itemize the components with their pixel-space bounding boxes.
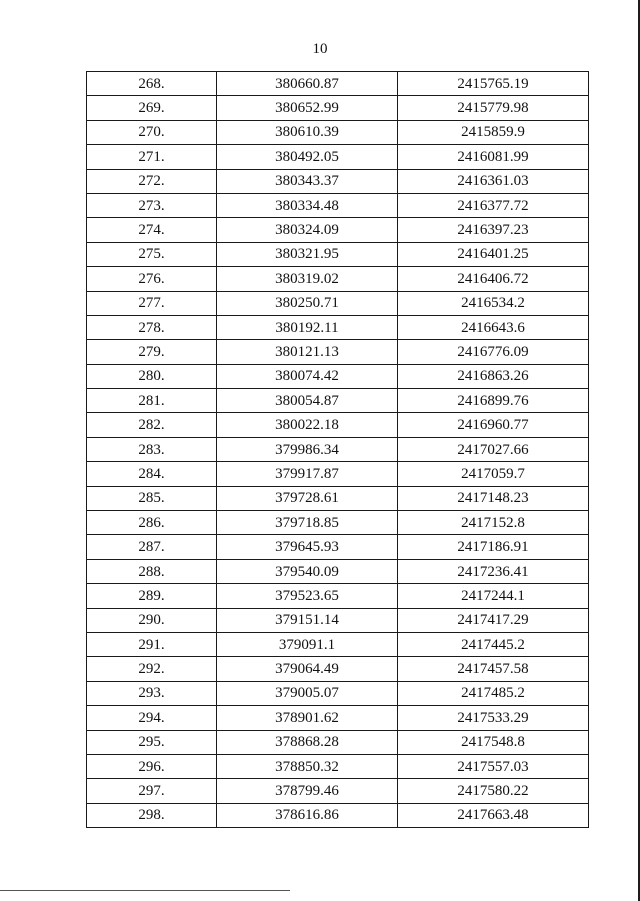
- point-number-cell: 293.: [87, 681, 217, 705]
- point-number-cell: 276.: [87, 267, 217, 291]
- y-coordinate-cell: 2416377.72: [398, 193, 589, 217]
- y-coordinate-cell: 2417152.8: [398, 511, 589, 535]
- y-coordinate-cell: 2417027.66: [398, 437, 589, 461]
- point-number-cell: 295.: [87, 730, 217, 754]
- y-coordinate-cell: 2417417.29: [398, 608, 589, 632]
- x-coordinate-cell: 380343.37: [217, 169, 398, 193]
- y-coordinate-cell: 2417186.91: [398, 535, 589, 559]
- x-coordinate-cell: 379091.1: [217, 632, 398, 656]
- table-row: [87, 754, 589, 778]
- y-coordinate-cell: 2416776.09: [398, 340, 589, 364]
- x-coordinate-cell: 380054.87: [217, 389, 398, 413]
- point-number-cell: 294.: [87, 706, 217, 730]
- y-coordinate-cell: 2415859.9: [398, 120, 589, 144]
- table-row: [87, 315, 589, 339]
- point-number-cell: 297.: [87, 779, 217, 803]
- x-coordinate-cell: 379540.09: [217, 559, 398, 583]
- table-row: [87, 72, 589, 96]
- table-row: [87, 413, 589, 437]
- y-coordinate-cell: 2417457.58: [398, 657, 589, 681]
- y-coordinate-cell: 2417557.03: [398, 754, 589, 778]
- x-coordinate-cell: 380022.18: [217, 413, 398, 437]
- x-coordinate-cell: 378850.32: [217, 754, 398, 778]
- y-coordinate-cell: 2417485.2: [398, 681, 589, 705]
- y-coordinate-cell: 2416401.25: [398, 242, 589, 266]
- point-number-cell: 287.: [87, 535, 217, 559]
- point-number-cell: 296.: [87, 754, 217, 778]
- table-row: [87, 486, 589, 510]
- point-number-cell: 274.: [87, 218, 217, 242]
- point-number-cell: 273.: [87, 193, 217, 217]
- table-row: [87, 193, 589, 217]
- x-coordinate-cell: 380074.42: [217, 364, 398, 388]
- y-coordinate-cell: 2416643.6: [398, 315, 589, 339]
- x-coordinate-cell: 380250.71: [217, 291, 398, 315]
- table-row: [87, 462, 589, 486]
- point-number-cell: 286.: [87, 511, 217, 535]
- point-number-cell: 271.: [87, 145, 217, 169]
- page-number: 10: [312, 41, 328, 57]
- table-row: [87, 608, 589, 632]
- x-coordinate-cell: 379986.34: [217, 437, 398, 461]
- point-number-cell: 291.: [87, 632, 217, 656]
- x-coordinate-cell: 380492.05: [217, 145, 398, 169]
- coordinates-table-body: [87, 72, 589, 828]
- x-coordinate-cell: 380324.09: [217, 218, 398, 242]
- y-coordinate-cell: 2416960.77: [398, 413, 589, 437]
- table-row: [87, 437, 589, 461]
- y-coordinate-cell: 2417548.8: [398, 730, 589, 754]
- table-row: [87, 730, 589, 754]
- point-number-cell: 272.: [87, 169, 217, 193]
- x-coordinate-cell: 378799.46: [217, 779, 398, 803]
- y-coordinate-cell: 2416081.99: [398, 145, 589, 169]
- table-row: [87, 169, 589, 193]
- x-coordinate-cell: 379064.49: [217, 657, 398, 681]
- point-number-cell: 290.: [87, 608, 217, 632]
- scan-bottom-line: [0, 890, 290, 891]
- table-row: [87, 535, 589, 559]
- x-coordinate-cell: 378868.28: [217, 730, 398, 754]
- point-number-cell: 281.: [87, 389, 217, 413]
- x-coordinate-cell: 380121.13: [217, 340, 398, 364]
- x-coordinate-cell: 378616.86: [217, 803, 398, 827]
- table-row: [87, 291, 589, 315]
- x-coordinate-cell: 379718.85: [217, 511, 398, 535]
- x-coordinate-cell: 379523.65: [217, 584, 398, 608]
- x-coordinate-cell: 380321.95: [217, 242, 398, 266]
- table-row: [87, 706, 589, 730]
- table-row: [87, 145, 589, 169]
- table-row: [87, 559, 589, 583]
- y-coordinate-cell: 2416899.76: [398, 389, 589, 413]
- point-number-cell: 277.: [87, 291, 217, 315]
- table-row: [87, 681, 589, 705]
- table-row: [87, 120, 589, 144]
- point-number-cell: 289.: [87, 584, 217, 608]
- y-coordinate-cell: 2415765.19: [398, 72, 589, 96]
- x-coordinate-cell: 379917.87: [217, 462, 398, 486]
- y-coordinate-cell: 2417533.29: [398, 706, 589, 730]
- y-coordinate-cell: 2417244.1: [398, 584, 589, 608]
- x-coordinate-cell: 379005.07: [217, 681, 398, 705]
- point-number-cell: 268.: [87, 72, 217, 96]
- y-coordinate-cell: 2417236.41: [398, 559, 589, 583]
- y-coordinate-cell: 2417148.23: [398, 486, 589, 510]
- point-number-cell: 298.: [87, 803, 217, 827]
- table-row: [87, 340, 589, 364]
- y-coordinate-cell: 2417580.22: [398, 779, 589, 803]
- y-coordinate-cell: 2416361.03: [398, 169, 589, 193]
- point-number-cell: 288.: [87, 559, 217, 583]
- table-row: [87, 632, 589, 656]
- y-coordinate-cell: 2416406.72: [398, 267, 589, 291]
- x-coordinate-cell: 380192.11: [217, 315, 398, 339]
- table-row: [87, 511, 589, 535]
- point-number-cell: 283.: [87, 437, 217, 461]
- table-row: [87, 657, 589, 681]
- table-row: [87, 218, 589, 242]
- y-coordinate-cell: 2417445.2: [398, 632, 589, 656]
- x-coordinate-cell: 380660.87: [217, 72, 398, 96]
- table-row: [87, 584, 589, 608]
- point-number-cell: 284.: [87, 462, 217, 486]
- y-coordinate-cell: 2416534.2: [398, 291, 589, 315]
- y-coordinate-cell: 2416863.26: [398, 364, 589, 388]
- x-coordinate-cell: 379645.93: [217, 535, 398, 559]
- point-number-cell: 278.: [87, 315, 217, 339]
- y-coordinate-cell: 2417663.48: [398, 803, 589, 827]
- point-number-cell: 280.: [87, 364, 217, 388]
- table-row: [87, 96, 589, 120]
- table-row: [87, 364, 589, 388]
- point-number-cell: 279.: [87, 340, 217, 364]
- y-coordinate-cell: 2416397.23: [398, 218, 589, 242]
- point-number-cell: 269.: [87, 96, 217, 120]
- x-coordinate-cell: 379151.14: [217, 608, 398, 632]
- y-coordinate-cell: 2415779.98: [398, 96, 589, 120]
- coordinates-table: [86, 71, 589, 828]
- x-coordinate-cell: 380319.02: [217, 267, 398, 291]
- table-row: [87, 779, 589, 803]
- point-number-cell: 292.: [87, 657, 217, 681]
- y-coordinate-cell: 2417059.7: [398, 462, 589, 486]
- x-coordinate-cell: 380652.99: [217, 96, 398, 120]
- table-row: [87, 267, 589, 291]
- x-coordinate-cell: 380610.39: [217, 120, 398, 144]
- table-row: [87, 389, 589, 413]
- point-number-cell: 275.: [87, 242, 217, 266]
- table-row: [87, 803, 589, 827]
- x-coordinate-cell: 380334.48: [217, 193, 398, 217]
- x-coordinate-cell: 379728.61: [217, 486, 398, 510]
- point-number-cell: 285.: [87, 486, 217, 510]
- x-coordinate-cell: 378901.62: [217, 706, 398, 730]
- point-number-cell: 270.: [87, 120, 217, 144]
- table-row: [87, 242, 589, 266]
- point-number-cell: 282.: [87, 413, 217, 437]
